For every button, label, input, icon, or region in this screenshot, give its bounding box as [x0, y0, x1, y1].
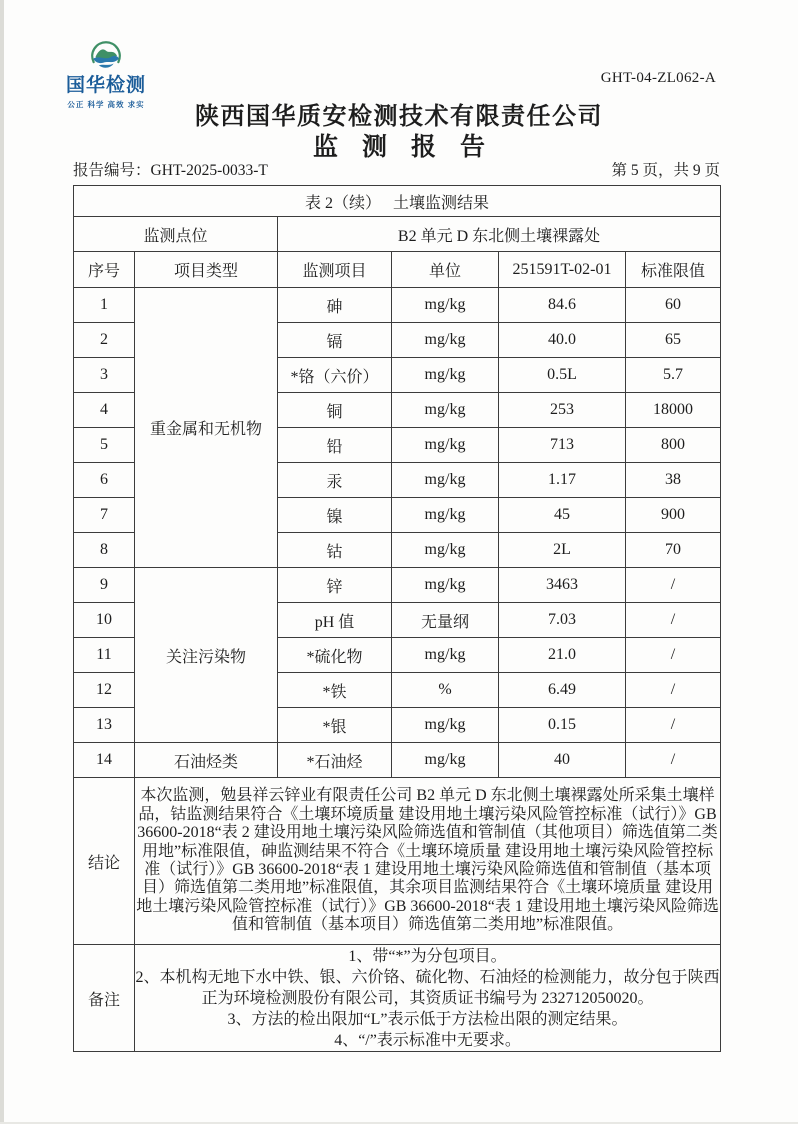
document-code: GHT-04-ZL062-A	[600, 70, 716, 86]
limit-cell: /	[626, 743, 721, 778]
item-cell: 镉	[278, 323, 392, 358]
column-header-sample-id: 251591T-02-01	[499, 252, 626, 288]
value-cell: 84.6	[499, 288, 626, 323]
category-cell: 石油烃类	[135, 743, 278, 778]
unit-cell: 无量纲	[392, 603, 499, 638]
report-header	[0, 0, 798, 185]
table-row	[74, 568, 721, 603]
row-no-cell: 8	[74, 533, 135, 568]
unit-cell: mg/kg	[392, 533, 499, 568]
monitoring-results-table	[73, 185, 721, 1052]
limit-cell: 38	[626, 463, 721, 498]
item-cell: 铜	[278, 393, 392, 428]
value-cell: 253	[499, 393, 626, 428]
limit-cell: /	[626, 673, 721, 708]
value-cell: 45	[499, 498, 626, 533]
page-indicator: 第 5 页，共 9 页	[611, 162, 720, 179]
column-header-category: 项目类型	[135, 252, 278, 288]
column-header-unit: 单位	[392, 252, 499, 288]
value-cell: 3463	[499, 568, 626, 603]
table-body	[74, 288, 721, 778]
limit-cell: 5.7	[626, 358, 721, 393]
column-header-no: 序号	[74, 252, 135, 288]
row-no-cell: 1	[74, 288, 135, 323]
value-cell: 40.0	[499, 323, 626, 358]
unit-cell: %	[392, 673, 499, 708]
row-no-cell: 6	[74, 463, 135, 498]
value-cell: 6.49	[499, 673, 626, 708]
note-line: 4、“/”表示标准中无要求。	[334, 1031, 521, 1049]
notes-text	[135, 945, 721, 1052]
row-no-cell: 11	[74, 638, 135, 673]
logo-emblem-icon	[87, 36, 125, 73]
conclusion-text: 本次监测，勉县祥云锌业有限责任公司 B2 单元 D 东北侧土壤裸露处所采集土壤样品，钴监测结果符合《土壤环境质量 建设用地土壤污染风险管控标准（试行）》GB 36600-2018“表 2 建设用地土壤污染风险筛选值和管制值（其他项目）筛选值第二类用地”标准限值，砷监测结果不符合《土壤环境质量 建设用地土壤污染风险管控标准（试行）》GB 36600-2018“表 1 建设用地土壤污染风险筛选值和管制值（基本项目）筛选值第二类用地”标准限值，其余项目监测结果符合《土壤环境质量 建设用地土壤污染风险管控标准（试行）》GB 36600-2018“表 1 建设用地土壤污染风险筛选值和管制值（基本项目）筛选值第二类用地”标准限值。	[135, 778, 721, 945]
monitoring-point-label: 监测点位	[74, 217, 278, 252]
category-cell: 关注污染物	[135, 568, 278, 743]
limit-cell: /	[626, 568, 721, 603]
unit-cell: mg/kg	[392, 358, 499, 393]
value-cell: 0.15	[499, 708, 626, 743]
item-cell: *硫化物	[278, 638, 392, 673]
logo-slogan: 公正 科学 高效 求实	[67, 100, 145, 109]
row-no-cell: 13	[74, 708, 135, 743]
row-no-cell: 5	[74, 428, 135, 463]
item-cell: 汞	[278, 463, 392, 498]
table-row	[74, 288, 721, 323]
row-no-cell: 12	[74, 673, 135, 708]
column-header-item: 监测项目	[278, 252, 392, 288]
table-title-row	[74, 186, 721, 217]
item-cell: 砷	[278, 288, 392, 323]
item-cell: 锌	[278, 568, 392, 603]
document-title: 监测报告	[312, 133, 509, 161]
value-cell: 7.03	[499, 603, 626, 638]
item-cell: *石油烃	[278, 743, 392, 778]
value-cell: 21.0	[499, 638, 626, 673]
unit-cell: mg/kg	[392, 463, 499, 498]
monitoring-point-value: B2 单元 D 东北侧土壤裸露处	[278, 217, 721, 252]
item-cell: *铬（六价）	[278, 358, 392, 393]
limit-cell: 800	[626, 428, 721, 463]
item-cell: pH 值	[278, 603, 392, 638]
unit-cell: mg/kg	[392, 568, 499, 603]
row-no-cell: 14	[74, 743, 135, 778]
monitoring-point-row	[74, 217, 721, 252]
note-line: 2、本机构无地下水中铁、银、六价铬、硫化物、石油烃的检测能力，故分包于陕西正为环境检测股份有限公司，其资质证书编号为 232712050020。	[135, 968, 720, 1007]
value-cell: 1.17	[499, 463, 626, 498]
unit-cell: mg/kg	[392, 638, 499, 673]
notes-row	[74, 945, 721, 1052]
limit-cell: 60	[626, 288, 721, 323]
unit-cell: mg/kg	[392, 498, 499, 533]
note-line: 3、方法的检出限加“L”表示低于方法检出限的测定结果。	[227, 1010, 628, 1028]
note-line: 1、带“*”为分包项目。	[348, 947, 507, 965]
limit-cell: 18000	[626, 393, 721, 428]
limit-cell: 70	[626, 533, 721, 568]
report-meta-row	[73, 158, 720, 180]
table-row	[74, 743, 721, 778]
item-cell: *铁	[278, 673, 392, 708]
item-cell: *银	[278, 708, 392, 743]
conclusion-row	[74, 778, 721, 945]
item-cell: 钴	[278, 533, 392, 568]
unit-cell: mg/kg	[392, 323, 499, 358]
row-no-cell: 4	[74, 393, 135, 428]
unit-cell: mg/kg	[392, 428, 499, 463]
unit-cell: mg/kg	[392, 393, 499, 428]
table-title: 表 2（续） 土壤监测结果	[74, 186, 721, 217]
row-no-cell: 2	[74, 323, 135, 358]
row-no-cell: 9	[74, 568, 135, 603]
limit-cell: 65	[626, 323, 721, 358]
report-number: 报告编号：GHT-2025-0033-T	[73, 162, 268, 179]
value-cell: 2L	[499, 533, 626, 568]
category-cell: 重金属和无机物	[135, 288, 278, 568]
unit-cell: mg/kg	[392, 743, 499, 778]
conclusion-label: 结论	[74, 778, 135, 945]
row-no-cell: 3	[74, 358, 135, 393]
unit-cell: mg/kg	[392, 708, 499, 743]
row-no-cell: 10	[74, 603, 135, 638]
column-header-limit: 标准限值	[626, 252, 721, 288]
logo-name: 国华检测	[65, 75, 146, 96]
unit-cell: mg/kg	[392, 288, 499, 323]
limit-cell: /	[626, 708, 721, 743]
value-cell: 40	[499, 743, 626, 778]
item-cell: 镍	[278, 498, 392, 533]
company-title: 陕西国华质安检测技术有限责任公司	[195, 103, 603, 130]
limit-cell: 900	[626, 498, 721, 533]
limit-cell: /	[626, 638, 721, 673]
value-cell: 713	[499, 428, 626, 463]
row-no-cell: 7	[74, 498, 135, 533]
column-header-row	[74, 252, 721, 288]
notes-label: 备注	[74, 945, 135, 1052]
limit-cell: /	[626, 603, 721, 638]
item-cell: 铅	[278, 428, 392, 463]
value-cell: 0.5L	[499, 358, 626, 393]
